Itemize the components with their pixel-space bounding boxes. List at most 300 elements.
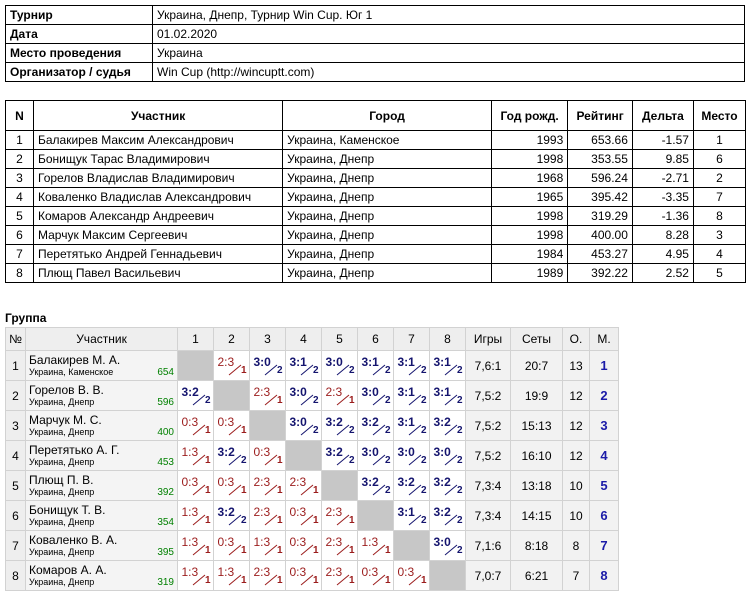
- crosstable-player: [26, 441, 178, 471]
- match-result-cell: [394, 501, 430, 531]
- match-score: 0:3: [361, 565, 379, 579]
- slash-line: [301, 365, 313, 375]
- match-points: 1: [204, 545, 211, 556]
- match-result: [323, 352, 357, 376]
- crosstable-player: [26, 531, 178, 561]
- match-result-cell: [322, 411, 358, 441]
- slash-line: [301, 425, 313, 435]
- match-points: 2: [456, 515, 463, 526]
- participant-name: Балакирев Максим Александрович: [34, 131, 283, 150]
- match-points: 1: [240, 425, 247, 436]
- match-points: 2: [348, 455, 355, 466]
- match-result: [287, 502, 321, 526]
- match-points: 1: [276, 575, 283, 586]
- crosstable-row-number: 3: [6, 411, 26, 441]
- match-result-cell: [430, 381, 466, 411]
- participant-number: 2: [6, 150, 34, 169]
- match-score: 2:3: [253, 385, 271, 399]
- crosstable-diagonal-cell: [250, 411, 286, 441]
- crosstable-row-number: 2: [6, 381, 26, 411]
- match-result-cell: [214, 531, 250, 561]
- player-city: Украина, Днепр: [29, 546, 95, 557]
- slash-line: [229, 515, 241, 525]
- match-points: 1: [204, 485, 211, 496]
- match-result: [359, 472, 393, 496]
- match-result: [215, 442, 249, 466]
- crosstable-row-number: 1: [6, 351, 26, 381]
- crosstable-column-header: 8: [430, 328, 466, 351]
- match-result-cell: [250, 381, 286, 411]
- match-result-cell: [178, 531, 214, 561]
- match-points: 2: [456, 545, 463, 556]
- player-city: Украина, Днепр: [29, 396, 95, 407]
- match-score: 2:3: [325, 505, 343, 519]
- participant-name: Перетятько Андрей Геннадьевич: [34, 245, 283, 264]
- match-result-cell: [286, 501, 322, 531]
- crosstable-player: [26, 351, 178, 381]
- crosstable-row-number: 5: [6, 471, 26, 501]
- participant-number: 4: [6, 188, 34, 207]
- participant-birth-year: 1989: [491, 264, 567, 283]
- participant-delta: 4.95: [632, 245, 693, 264]
- table-row: [6, 131, 746, 150]
- match-points: 1: [204, 425, 211, 436]
- player-city: Украина, Днепр: [29, 456, 95, 467]
- match-result: [431, 532, 465, 556]
- match-points: 2: [420, 485, 427, 496]
- match-score: 3:1: [397, 415, 415, 429]
- crosstable-column-header: 2: [214, 328, 250, 351]
- participant-name: Коваленко Владислав Александрович: [34, 188, 283, 207]
- participant-number: 7: [6, 245, 34, 264]
- match-result-cell: [394, 351, 430, 381]
- match-points: 1: [276, 515, 283, 526]
- match-result-cell: [358, 351, 394, 381]
- crosstable-points: 12: [563, 411, 590, 441]
- info-row: [6, 25, 745, 44]
- match-points: 1: [276, 485, 283, 496]
- match-result-cell: [250, 441, 286, 471]
- match-result: [251, 532, 285, 556]
- crosstable-row-number: 8: [6, 561, 26, 591]
- participants-column-header: Место: [693, 101, 745, 131]
- crosstable-column-header: 3: [250, 328, 286, 351]
- info-key: Место проведения: [6, 44, 153, 63]
- player-name: Горелов В. В.: [29, 382, 104, 397]
- crosstable-row-number: 6: [6, 501, 26, 531]
- slash-line: [193, 485, 205, 495]
- match-result-cell: [394, 411, 430, 441]
- participant-number: 5: [6, 207, 34, 226]
- match-result: [251, 502, 285, 526]
- match-score: 3:1: [361, 355, 379, 369]
- match-score: 0:3: [181, 475, 199, 489]
- match-score: 3:2: [433, 415, 451, 429]
- crosstable-sets: 13:18: [511, 471, 563, 501]
- match-score: 3:0: [433, 445, 451, 459]
- participant-city: Украина, Каменское: [283, 131, 492, 150]
- crosstable-column-header: 6: [358, 328, 394, 351]
- crosstable-place: 7: [590, 531, 619, 561]
- match-score: 0:3: [217, 415, 235, 429]
- participants-column-header: N: [6, 101, 34, 131]
- match-score: 1:3: [217, 565, 235, 579]
- info-row: [6, 6, 745, 25]
- tournament-info-body: [6, 6, 745, 82]
- match-points: 1: [276, 395, 283, 406]
- match-result-cell: [250, 531, 286, 561]
- match-result: [179, 472, 213, 496]
- match-points: 1: [240, 575, 247, 586]
- crosstable-diagonal-cell: [358, 501, 394, 531]
- participants-column-header: Город: [283, 101, 492, 131]
- participant-number: 3: [6, 169, 34, 188]
- participant-birth-year: 1984: [491, 245, 567, 264]
- participant-birth-year: 1968: [491, 169, 567, 188]
- match-result: [287, 412, 321, 436]
- info-value: Win Cup (http://wincuptt.com): [153, 63, 745, 82]
- slash-line: [445, 425, 457, 435]
- match-score: 0:3: [253, 445, 271, 459]
- match-result-cell: [214, 351, 250, 381]
- participant-rating: 400.00: [568, 226, 633, 245]
- player-rating: 395: [157, 547, 174, 558]
- slash-line: [337, 365, 349, 375]
- slash-line: [193, 545, 205, 555]
- match-points: 2: [312, 395, 319, 406]
- participant-delta: -3.35: [632, 188, 693, 207]
- table-row: [6, 441, 619, 471]
- crosstable-games: 7,5:2: [466, 411, 511, 441]
- crosstable-points: 7: [563, 561, 590, 591]
- match-points: 2: [204, 395, 211, 406]
- match-result: [179, 412, 213, 436]
- slash-line: [229, 575, 241, 585]
- match-result: [215, 502, 249, 526]
- slash-line: [265, 365, 277, 375]
- participant-place: 5: [693, 264, 745, 283]
- participant-rating: 395.42: [568, 188, 633, 207]
- match-score: 0:3: [217, 475, 235, 489]
- match-result-cell: [394, 561, 430, 591]
- slash-line: [265, 575, 277, 585]
- match-result: [359, 562, 393, 586]
- match-score: 2:3: [253, 565, 271, 579]
- crosstable-sets: 16:10: [511, 441, 563, 471]
- slash-line: [409, 365, 421, 375]
- match-result: [287, 562, 321, 586]
- match-result: [395, 562, 429, 586]
- crosstable-place: 1: [590, 351, 619, 381]
- match-score: 3:2: [217, 505, 235, 519]
- participant-city: Украина, Днепр: [283, 188, 492, 207]
- match-result-cell: [178, 381, 214, 411]
- slash-line: [301, 515, 313, 525]
- match-result: [431, 442, 465, 466]
- match-result-cell: [358, 411, 394, 441]
- match-result: [215, 412, 249, 436]
- match-points: 1: [204, 515, 211, 526]
- match-points: 2: [312, 425, 319, 436]
- match-result-cell: [178, 471, 214, 501]
- match-points: 1: [276, 455, 283, 466]
- match-score: 3:0: [361, 445, 379, 459]
- crosstable-games: 7,3:4: [466, 501, 511, 531]
- match-score: 0:3: [289, 535, 307, 549]
- match-score: 0:3: [181, 415, 199, 429]
- slash-line: [337, 545, 349, 555]
- crosstable-column-header: 1: [178, 328, 214, 351]
- player-name: Бонищук Т. В.: [29, 502, 106, 517]
- crosstable-player: [26, 381, 178, 411]
- table-row: [6, 411, 619, 441]
- slash-line: [445, 485, 457, 495]
- match-result: [431, 412, 465, 436]
- crosstable-column-header: 7: [394, 328, 430, 351]
- match-result: [287, 382, 321, 406]
- table-row: [6, 169, 746, 188]
- match-score: 2:3: [217, 355, 235, 369]
- match-result: [395, 472, 429, 496]
- match-result: [431, 382, 465, 406]
- slash-line: [229, 365, 241, 375]
- match-result: [179, 442, 213, 466]
- match-score: 2:3: [289, 475, 307, 489]
- match-points: 1: [204, 455, 211, 466]
- slash-line: [409, 485, 421, 495]
- match-result-cell: [430, 531, 466, 561]
- participant-name: Плющ Павел Васильевич: [34, 264, 283, 283]
- slash-line: [373, 395, 385, 405]
- participant-number: 8: [6, 264, 34, 283]
- slash-line: [373, 485, 385, 495]
- crosstable-column-header: №: [6, 328, 26, 351]
- crosstable-row-number: 7: [6, 531, 26, 561]
- match-result-cell: [322, 381, 358, 411]
- participant-city: Украина, Днепр: [283, 150, 492, 169]
- match-score: 3:1: [289, 355, 307, 369]
- info-row: [6, 63, 745, 82]
- crosstable-place: 8: [590, 561, 619, 591]
- participant-birth-year: 1965: [491, 188, 567, 207]
- participant-delta: -1.57: [632, 131, 693, 150]
- info-key: Турнир: [6, 6, 153, 25]
- match-result: [251, 382, 285, 406]
- match-result: [395, 412, 429, 436]
- info-value: Украина, Днепр, Турнир Win Cup. Юг 1: [153, 6, 745, 25]
- match-score: 2:3: [325, 385, 343, 399]
- match-result-cell: [430, 411, 466, 441]
- slash-line: [337, 425, 349, 435]
- slash-line: [265, 395, 277, 405]
- match-points: 2: [348, 365, 355, 376]
- participants-header-row: [6, 101, 746, 131]
- slash-line: [265, 515, 277, 525]
- slash-line: [445, 545, 457, 555]
- match-result-cell: [178, 561, 214, 591]
- match-score: 3:2: [433, 475, 451, 489]
- player-rating: 392: [157, 487, 174, 498]
- participant-delta: 9.85: [632, 150, 693, 169]
- participant-delta: 8.28: [632, 226, 693, 245]
- match-score: 1:3: [361, 535, 379, 549]
- match-result-cell: [250, 501, 286, 531]
- crosstable-column-header: Игры: [466, 328, 511, 351]
- info-row: [6, 44, 745, 63]
- match-points: 2: [384, 455, 391, 466]
- crosstable-header: [6, 328, 619, 351]
- participants-column-header: Рейтинг: [568, 101, 633, 131]
- slash-line: [301, 545, 313, 555]
- match-result: [323, 502, 357, 526]
- match-result-cell: [286, 381, 322, 411]
- match-points: 2: [312, 365, 319, 376]
- match-score: 3:2: [325, 445, 343, 459]
- match-score: 3:1: [397, 385, 415, 399]
- match-result: [395, 382, 429, 406]
- participant-city: Украина, Днепр: [283, 226, 492, 245]
- match-result-cell: [430, 441, 466, 471]
- crosstable-player: [26, 501, 178, 531]
- info-key: Дата: [6, 25, 153, 44]
- match-result: [431, 472, 465, 496]
- match-result: [431, 502, 465, 526]
- match-result: [251, 562, 285, 586]
- participant-place: 3: [693, 226, 745, 245]
- match-result-cell: [178, 441, 214, 471]
- match-score: 3:2: [361, 475, 379, 489]
- match-result-cell: [214, 441, 250, 471]
- participant-birth-year: 1998: [491, 226, 567, 245]
- match-points: 1: [348, 575, 355, 586]
- match-score: 3:2: [181, 385, 199, 399]
- crosstable-sets: 20:7: [511, 351, 563, 381]
- match-result: [395, 502, 429, 526]
- match-score: 3:0: [397, 445, 415, 459]
- match-points: 2: [420, 365, 427, 376]
- slash-line: [229, 545, 241, 555]
- match-result: [215, 532, 249, 556]
- match-points: 2: [240, 455, 247, 466]
- table-row: [6, 501, 619, 531]
- participant-place: 4: [693, 245, 745, 264]
- slash-line: [229, 485, 241, 495]
- match-result-cell: [214, 561, 250, 591]
- match-result-cell: [430, 351, 466, 381]
- player-city: Украина, Каменское: [29, 366, 114, 377]
- crosstable-points: 12: [563, 441, 590, 471]
- slash-line: [445, 515, 457, 525]
- match-score: 1:3: [253, 535, 271, 549]
- match-score: 1:3: [181, 535, 199, 549]
- participant-city: Украина, Днепр: [283, 169, 492, 188]
- match-score: 0:3: [289, 505, 307, 519]
- slash-line: [409, 515, 421, 525]
- table-row: [6, 351, 619, 381]
- slash-line: [373, 425, 385, 435]
- match-points: 2: [384, 425, 391, 436]
- participant-name: Горелов Владислав Владимирович: [34, 169, 283, 188]
- slash-line: [229, 455, 241, 465]
- slash-line: [193, 575, 205, 585]
- crosstable-body: [6, 351, 619, 591]
- match-result-cell: [250, 351, 286, 381]
- match-result-cell: [286, 411, 322, 441]
- match-score: 3:2: [433, 505, 451, 519]
- slash-line: [409, 575, 421, 585]
- table-row: [6, 471, 619, 501]
- match-score: 2:3: [325, 565, 343, 579]
- match-result-cell: [214, 411, 250, 441]
- player-name: Перетятько А. Г.: [29, 442, 120, 457]
- crosstable-points: 8: [563, 531, 590, 561]
- crosstable-column-header: Сеты: [511, 328, 563, 351]
- match-score: 3:1: [433, 385, 451, 399]
- crosstable-diagonal-cell: [178, 351, 214, 381]
- match-score: 3:2: [361, 415, 379, 429]
- slash-line: [193, 425, 205, 435]
- match-score: 3:1: [397, 355, 415, 369]
- match-result-cell: [358, 561, 394, 591]
- player-name: Плющ П. В.: [29, 472, 94, 487]
- crosstable-diagonal-cell: [286, 441, 322, 471]
- match-result: [251, 352, 285, 376]
- match-points: 2: [420, 395, 427, 406]
- table-row: [6, 207, 746, 226]
- player-rating: 596: [157, 397, 174, 408]
- player-name: Марчук М. С.: [29, 412, 102, 427]
- match-points: 1: [384, 575, 391, 586]
- match-result: [287, 532, 321, 556]
- participants-column-header: Дельта: [632, 101, 693, 131]
- match-points: 1: [348, 515, 355, 526]
- match-result-cell: [178, 411, 214, 441]
- match-points: 1: [312, 485, 319, 496]
- participant-birth-year: 1998: [491, 207, 567, 226]
- participants-table: [5, 100, 746, 283]
- participants-body: [6, 131, 746, 283]
- crosstable-games: 7,5:2: [466, 441, 511, 471]
- match-score: 2:3: [253, 475, 271, 489]
- match-score: 3:1: [433, 355, 451, 369]
- table-row: [6, 531, 619, 561]
- match-result-cell: [214, 471, 250, 501]
- match-score: 3:2: [217, 445, 235, 459]
- slash-line: [193, 395, 205, 405]
- crosstable-games: 7,3:4: [466, 471, 511, 501]
- crosstable-place: 3: [590, 411, 619, 441]
- match-result: [287, 472, 321, 496]
- crosstable-games: 7,6:1: [466, 351, 511, 381]
- crosstable-games: 7,0:7: [466, 561, 511, 591]
- match-score: 3:0: [325, 355, 343, 369]
- match-result: [215, 562, 249, 586]
- match-points: 2: [384, 485, 391, 496]
- match-result-cell: [286, 351, 322, 381]
- match-result: [251, 472, 285, 496]
- match-result-cell: [322, 351, 358, 381]
- match-points: 2: [456, 455, 463, 466]
- group-crosstable: [5, 327, 619, 591]
- participant-rating: 353.55: [568, 150, 633, 169]
- match-result: [179, 532, 213, 556]
- participant-place: 8: [693, 207, 745, 226]
- player-rating: 354: [157, 517, 174, 528]
- table-row: [6, 381, 619, 411]
- match-points: 2: [276, 365, 283, 376]
- match-result-cell: [286, 531, 322, 561]
- slash-line: [409, 455, 421, 465]
